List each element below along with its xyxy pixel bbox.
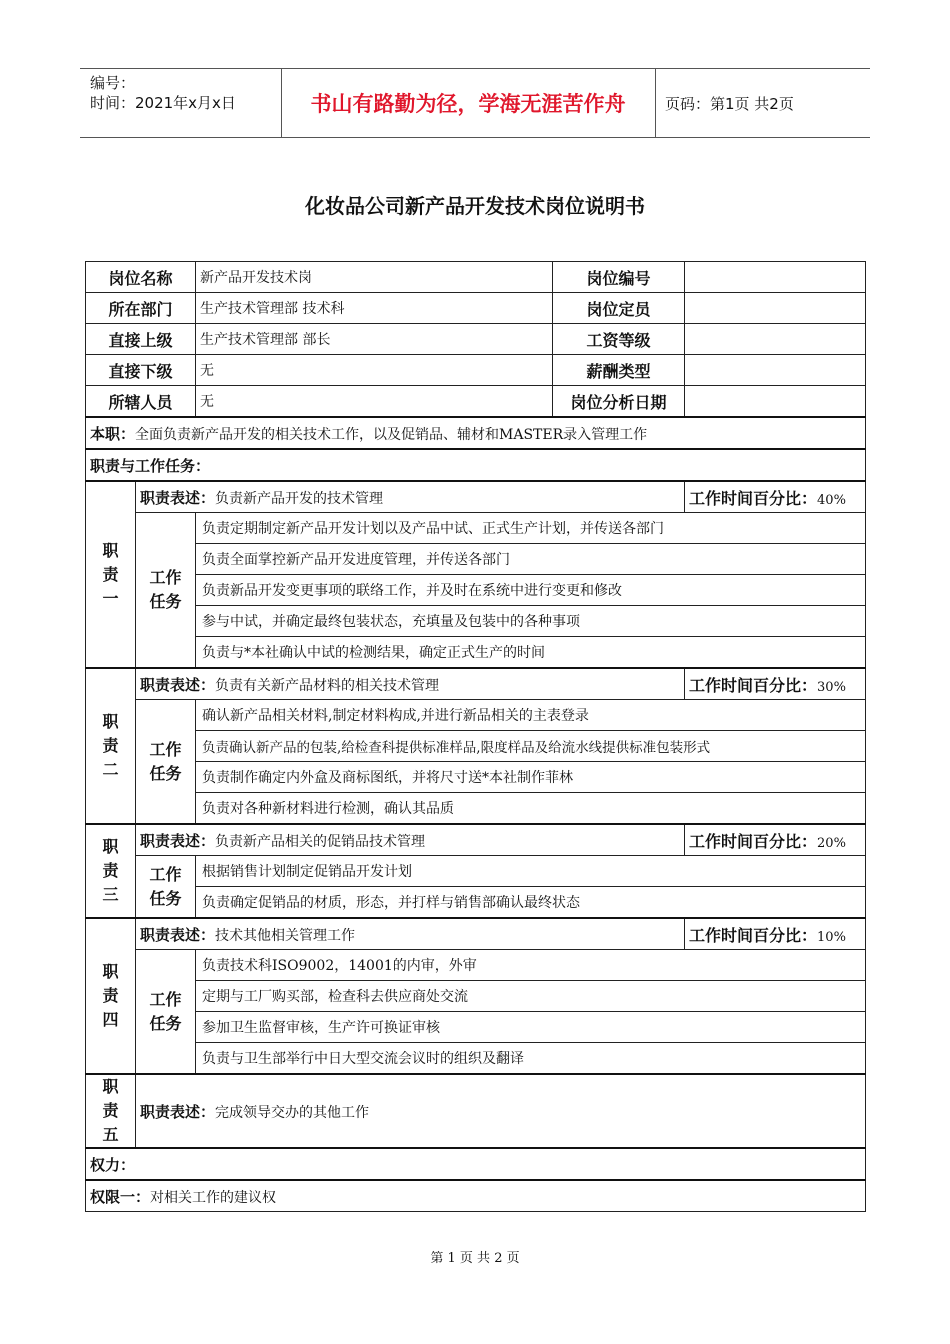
duty-desc — [136, 668, 685, 700]
duty-desc-row — [86, 668, 866, 700]
main-duty-text: 全面负责新产品开发的相关技术工作，以及促销品、辅材和MASTER录入管理工作 — [135, 426, 648, 443]
duty-pct — [685, 481, 866, 513]
duties-section-row — [86, 449, 866, 481]
pct-label: 工作时间百分比： — [689, 675, 818, 695]
duty-desc — [136, 918, 685, 950]
duty-desc — [136, 481, 685, 513]
duty-pct — [685, 824, 866, 856]
duties-section-label: 职责与工作任务： — [86, 449, 866, 481]
duty-name: 职 责 五 — [86, 1074, 136, 1148]
task-row — [86, 544, 866, 575]
task-item: 负责确认新产品的包装,给检查科提供标准样品,限度样品及给流水线提供标准包装形式 — [196, 731, 866, 762]
duty-name: 职 责 四 — [86, 918, 136, 1074]
desc-label: 职责表述： — [140, 831, 216, 850]
duty-name: 职 责 二 — [86, 668, 136, 824]
duty-desc-row — [86, 824, 866, 856]
info-label-2: 工资等级 — [553, 324, 685, 355]
info-row — [86, 293, 866, 324]
header-left — [90, 73, 236, 113]
desc-text: 负责新产品开发的技术管理 — [215, 490, 384, 507]
info-value-2 — [685, 355, 866, 386]
authority-text: 对相关工作的建议权 — [150, 1189, 277, 1206]
task-row — [86, 762, 866, 793]
main-duty — [86, 417, 866, 449]
info-value: 无 — [196, 386, 553, 418]
info-value-2 — [685, 324, 866, 355]
pct-label: 工作时间百分比： — [689, 925, 818, 945]
time-label: 时间：2021年x月x日 — [90, 94, 236, 112]
duty-pct — [685, 668, 866, 700]
task-item: 负责技术科ISO9002，14001的内审，外审 — [196, 950, 866, 981]
duty-desc — [136, 1074, 866, 1148]
desc-text: 负责新产品相关的促销品技术管理 — [215, 833, 426, 850]
duty-desc — [136, 824, 685, 856]
task-item: 负责全面掌控新产品开发进度管理，并传送各部门 — [196, 544, 866, 575]
task-row — [86, 606, 866, 637]
task-header: 工作 任务 — [136, 856, 196, 919]
page-footer: 第 1 页 共 2 页 — [430, 1251, 520, 1266]
authority-row — [86, 1180, 866, 1212]
authority-section-label: 权力： — [86, 1148, 866, 1180]
page-info: 页码：第1页 共2页 — [665, 94, 794, 113]
pct-value: 40% — [817, 492, 846, 508]
duty-desc-row — [86, 918, 866, 950]
task-row — [86, 1043, 866, 1075]
duty-desc-row — [86, 1074, 866, 1148]
desc-text: 负责有关新产品材料的相关技术管理 — [215, 677, 440, 694]
pct-label: 工作时间百分比： — [689, 831, 818, 851]
info-value-2 — [685, 386, 866, 418]
task-item: 定期与工厂购买部，检查科去供应商处交流 — [196, 981, 866, 1012]
task-row — [86, 856, 866, 887]
info-value-2 — [685, 293, 866, 324]
main-duty-row — [86, 417, 866, 449]
task-item: 负责定期制定新产品开发计划以及产品中试、正式生产计划，并传送各部门 — [196, 513, 866, 544]
info-row — [86, 355, 866, 386]
document-title: 化妆品公司新产品开发技术岗位说明书 — [305, 194, 645, 218]
main-duty-label: 本职： — [90, 424, 136, 443]
task-item: 根据销售计划制定促销品开发计划 — [196, 856, 866, 887]
task-header: 工作 任务 — [136, 700, 196, 825]
pct-value: 10% — [817, 929, 846, 945]
task-item: 负责确定促销品的材质，形态，并打样与销售部确认最终状态 — [196, 887, 866, 919]
desc-text: 完成领导交办的其他工作 — [215, 1104, 370, 1121]
info-label-2: 薪酬类型 — [553, 355, 685, 386]
pct-value: 30% — [817, 679, 846, 695]
task-item: 负责新品开发变更事项的联络工作，并及时在系统中进行变更和修改 — [196, 575, 866, 606]
pct-label: 工作时间百分比： — [689, 488, 818, 508]
task-item: 参与中试，并确定最终包装状态，充填量及包装中的各种事项 — [196, 606, 866, 637]
task-row — [86, 793, 866, 825]
authority-label: 权限一： — [90, 1187, 151, 1206]
info-value: 生产技术管理部 技术科 — [196, 293, 553, 324]
info-label: 所在部门 — [86, 293, 196, 324]
info-row — [86, 324, 866, 355]
task-row — [86, 950, 866, 981]
task-row — [86, 513, 866, 544]
info-value-2 — [685, 262, 866, 293]
task-row — [86, 575, 866, 606]
task-header: 工作 任务 — [136, 950, 196, 1075]
info-value: 新产品开发技术岗 — [196, 262, 553, 293]
desc-label: 职责表述： — [140, 488, 216, 507]
info-label: 直接上级 — [86, 324, 196, 355]
desc-label: 职责表述： — [140, 925, 216, 944]
authority-section-row — [86, 1148, 866, 1180]
task-row — [86, 887, 866, 919]
duty-name: 职 责 一 — [86, 481, 136, 668]
info-label: 所辖人员 — [86, 386, 196, 418]
info-label-2: 岗位编号 — [553, 262, 685, 293]
info-value: 无 — [196, 355, 553, 386]
task-item: 负责对各种新材料进行检测，确认其品质 — [196, 793, 866, 825]
pct-value: 20% — [817, 835, 846, 851]
task-row — [86, 981, 866, 1012]
task-row — [86, 637, 866, 669]
document-header — [80, 68, 870, 138]
info-value: 生产技术管理部 部长 — [196, 324, 553, 355]
task-row — [86, 700, 866, 731]
task-row — [86, 731, 866, 762]
info-row — [86, 262, 866, 293]
job-description-table — [85, 261, 866, 1212]
number-label: 编号： — [90, 74, 136, 92]
header-divider — [655, 69, 656, 137]
duty-pct — [685, 918, 866, 950]
authority-item — [86, 1180, 866, 1212]
task-item: 参加卫生监督审核，生产许可换证审核 — [196, 1012, 866, 1043]
desc-label: 职责表述： — [140, 675, 216, 694]
info-row — [86, 386, 866, 418]
task-header: 工作 任务 — [136, 513, 196, 669]
info-label-2: 岗位分析日期 — [553, 386, 685, 418]
duty-desc-row — [86, 481, 866, 513]
task-item: 确认新产品相关材料,制定材料构成,并进行新品相关的主表登录 — [196, 700, 866, 731]
desc-label: 职责表述： — [140, 1102, 216, 1121]
info-label-2: 岗位定员 — [553, 293, 685, 324]
info-label: 岗位名称 — [86, 262, 196, 293]
motto: 书山有路勤为径，学海无涯苦作舟 — [310, 92, 626, 116]
duty-name: 职 责 三 — [86, 824, 136, 918]
task-row — [86, 1012, 866, 1043]
task-item: 负责制作确定内外盒及商标图纸，并将尺寸送*本社制作菲林 — [196, 762, 866, 793]
task-item: 负责与卫生部举行中日大型交流会议时的组织及翻译 — [196, 1043, 866, 1075]
desc-text: 技术其他相关管理工作 — [215, 927, 356, 944]
task-item: 负责与*本社确认中试的检测结果，确定正式生产的时间 — [196, 637, 866, 669]
info-label: 直接下级 — [86, 355, 196, 386]
